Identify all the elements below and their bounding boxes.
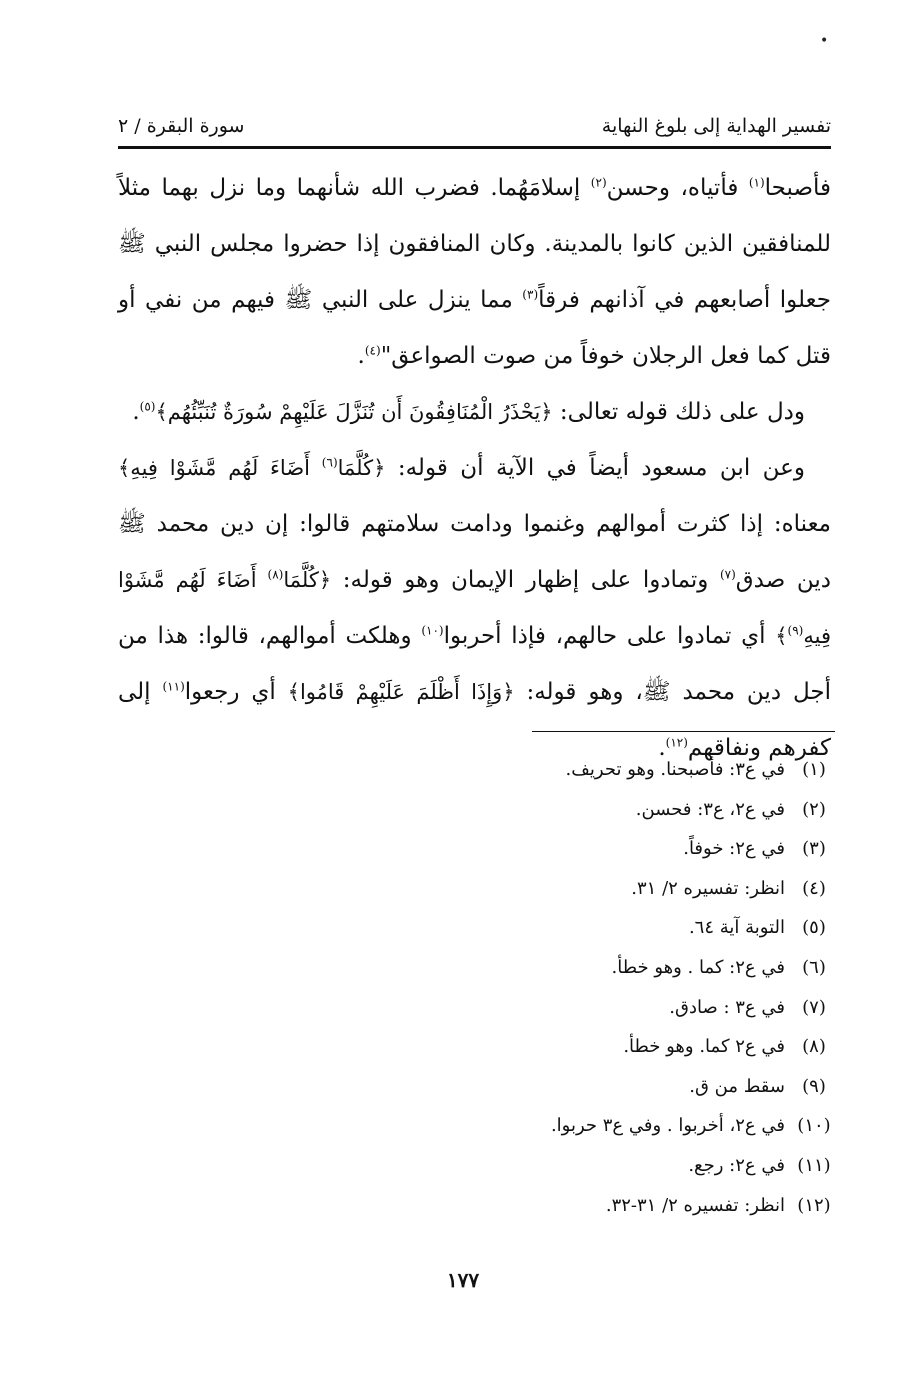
footnote-text: في ع٢، ع٣: فحسن. bbox=[635, 798, 785, 820]
footnote-ref: (٥) bbox=[139, 399, 156, 414]
text-run: معناه: إذا كثرت أموالهم وغنموا ودامت سلامتهم قالوا: إن دين محمد ﷺ دين صدق bbox=[118, 511, 831, 593]
footnote-ref: (١٠) bbox=[421, 623, 444, 638]
footnote bbox=[300, 1146, 839, 1186]
text-run: وعن ابن مسعود أيضاً في الآية أن قوله: bbox=[385, 455, 805, 481]
text-run: إلى كفرهم ونفاقهم bbox=[118, 679, 831, 761]
footnote-text: في ع٢: كما . وهو خطأ. bbox=[611, 956, 785, 978]
page-number: ١٧٧ bbox=[446, 1268, 480, 1292]
quran-verse: ﴾ bbox=[775, 624, 788, 648]
footnote bbox=[300, 829, 839, 869]
footnote bbox=[300, 1027, 839, 1067]
footnote bbox=[300, 790, 839, 830]
text-run: . bbox=[132, 399, 140, 425]
footnote-number: (٦) bbox=[802, 956, 826, 978]
footnote-number: (٢) bbox=[802, 798, 826, 820]
footnote-text: في ع٣ : صادق. bbox=[669, 996, 785, 1018]
paragraph-2 bbox=[118, 384, 831, 440]
footnote bbox=[300, 869, 839, 909]
quran-verse: ﴿وَإِذَا أَظْلَمَ عَلَيْهِمْ قَامُوا﴾ bbox=[287, 680, 515, 704]
header-rule bbox=[118, 146, 831, 149]
footnote-ref: (٣) bbox=[522, 287, 539, 302]
footnote bbox=[300, 1067, 839, 1107]
footnote-separator bbox=[532, 731, 835, 732]
footnote-ref: (٦) bbox=[321, 455, 338, 470]
text-run: وهلكت أموالهم، قالوا: هذا من أجل دين محمد ﷺ، وهو قوله: bbox=[118, 623, 831, 705]
quran-verse: ﴿كُلَّمَا bbox=[337, 456, 386, 480]
footnote bbox=[300, 988, 839, 1028]
footnote-ref: (١٢) bbox=[665, 735, 688, 750]
footnote bbox=[300, 908, 839, 948]
text-run: أي رجعوا bbox=[184, 679, 288, 705]
footnote bbox=[300, 1106, 839, 1146]
footnote-text: انظر: تفسيره ٢/ ٣١. bbox=[631, 877, 785, 899]
text-run: فأتياه، وحسن bbox=[606, 175, 749, 201]
footnote-text: في ع٣: فأصبحنا. وهو تحريف. bbox=[565, 759, 785, 780]
text-run: أي تمادوا على حالهم، فإذا أحربوا bbox=[443, 623, 776, 649]
footnote bbox=[300, 750, 839, 790]
footnote-ref: (٧) bbox=[719, 567, 736, 582]
text-run: إسلامَهُما. فضرب الله شأنهما وما نزل بهما مثلاً للمنافقين الذين كانوا بالمدينة. وكان المنافقون إذا حضروا مجلس النبي ﷺ جعلوا أصابعهم في آذانهم فرقاً bbox=[118, 175, 831, 313]
footnote-number: (١) bbox=[802, 759, 826, 780]
footnote-text: سقط من ق. bbox=[689, 1075, 785, 1097]
footnote-number: (٩) bbox=[802, 1075, 826, 1097]
footnote-number: (٤) bbox=[802, 877, 826, 899]
footnote-text: في ع٢: رجع. bbox=[688, 1154, 785, 1176]
footnote-text: التوبة آية ٦٤. bbox=[688, 917, 785, 939]
footnote-number: (١١) bbox=[797, 1154, 831, 1176]
footnote-number: (٨) bbox=[802, 1036, 826, 1058]
footnote-text: في ع٢ كما. وهو خطأ. bbox=[623, 1036, 785, 1058]
footnote-number: (٣) bbox=[802, 838, 826, 860]
ornament-dot: • bbox=[820, 33, 829, 49]
footnote-text: انظر: تفسيره ٢/ ٣١-٣٢. bbox=[605, 1194, 785, 1216]
footnote-ref: (٤) bbox=[364, 343, 381, 358]
quran-verse: ﴿يَحْذَرُ الْمُنَافِقُونَ أَن تُنَزَّلَ عَلَيْهِمْ سُورَةٌ تُنَبِّئُهُم﴾ bbox=[155, 400, 553, 424]
text-run: . bbox=[658, 735, 666, 761]
section-title: سورة البقرة / ٢ bbox=[118, 115, 245, 137]
text-run: مما ينزل على النبي ﷺ فيهم من نفي أو قتل كما فعل الرجلان خوفاً من صوت الصواعق" bbox=[118, 287, 831, 369]
text-run: وتمادوا على إظهار الإيمان وهو قوله: bbox=[331, 567, 720, 593]
main-text bbox=[118, 160, 831, 776]
quran-verse: ﴿كُلَّمَا bbox=[283, 568, 332, 592]
text-run: . bbox=[357, 343, 365, 369]
running-header bbox=[118, 110, 831, 142]
footnote-text: في ع٢: خوفاً. bbox=[683, 838, 785, 860]
footnotes bbox=[300, 750, 839, 1225]
footnote-number: (١٠) bbox=[797, 1115, 831, 1137]
footnote-text: في ع٢، أخربوا . وفي ع٣ حربوا. bbox=[550, 1115, 785, 1137]
footnote bbox=[300, 948, 839, 988]
footnote-ref: (٨) bbox=[267, 567, 284, 582]
text-run: فأصبحا bbox=[764, 175, 831, 201]
footnote-ref: (٩) bbox=[787, 623, 804, 638]
quran-verse: أَضَاءَ لَهُم مَّشَوْا فِيهِ bbox=[118, 568, 831, 648]
paragraph-1 bbox=[118, 160, 831, 384]
footnote-ref: (١) bbox=[748, 175, 765, 190]
footnote-ref: (١١) bbox=[162, 679, 185, 694]
quran-verse: أَضَاءَ لَهُم مَّشَوْا فِيهِ﴾ bbox=[118, 456, 322, 480]
text-run: ودل على ذلك قوله تعالى: bbox=[552, 399, 805, 425]
footnote-number: (١٢) bbox=[797, 1194, 831, 1216]
footnote-number: (٧) bbox=[802, 996, 826, 1018]
paragraph-3 bbox=[118, 440, 831, 776]
footnote-number: (٥) bbox=[802, 917, 826, 939]
book-title: تفسير الهداية إلى بلوغ النهاية bbox=[601, 115, 831, 137]
footnote bbox=[300, 1186, 839, 1226]
footnote-ref: (٢) bbox=[590, 175, 607, 190]
